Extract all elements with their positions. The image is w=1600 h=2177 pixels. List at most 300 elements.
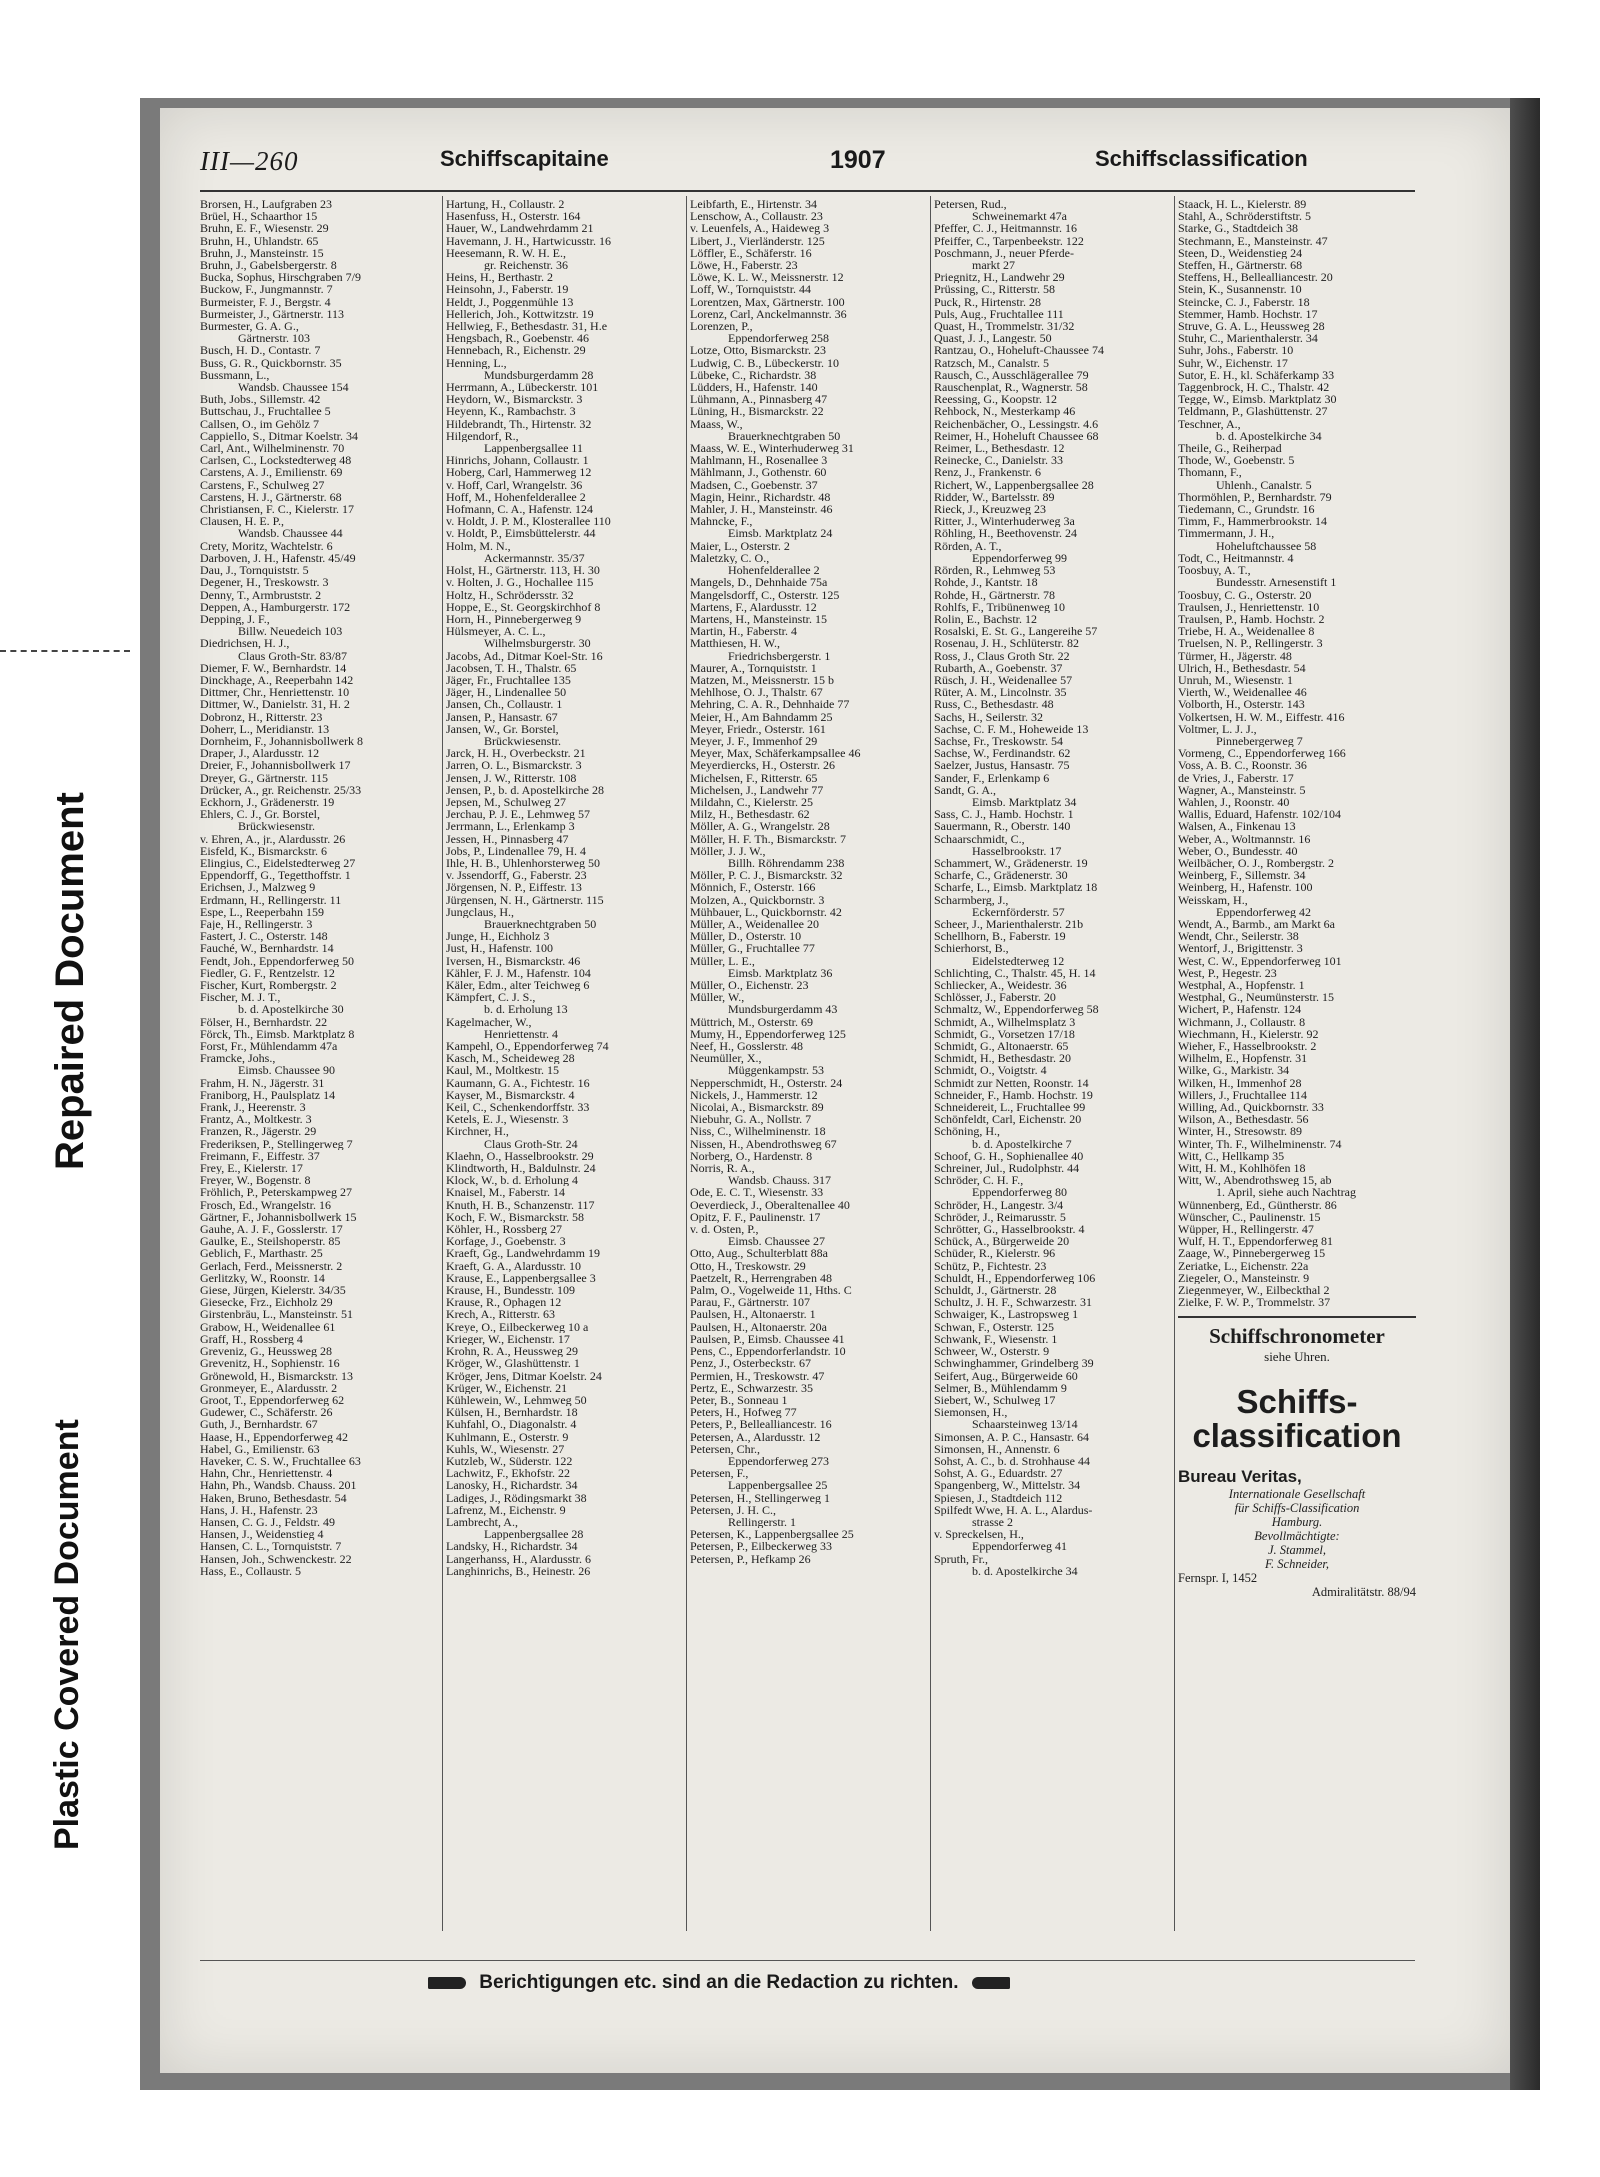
directory-entry: Sachse, W., Ferdinandstr. 62 (934, 747, 1071, 760)
directory-entry: Puls, Aug., Fruchtallee 111 (934, 307, 1064, 321)
directory-entry: Lambrecht, A., (446, 1515, 518, 1529)
directory-entry: Eppendorferweg 258 (728, 332, 829, 345)
directory-entry: Fauché, W., Bernhardstr. 14 (200, 942, 334, 955)
directory-entry: Eppendorff, G., Tegetthoffstr. 1 (200, 869, 351, 882)
directory-entry: Lotze, Otto, Bismarckstr. 23 (690, 344, 826, 357)
directory-entry: Staack, H. L., Kielerstr. 89 (1178, 198, 1307, 211)
directory-entry: Bucka, Sophus, Hirschgraben 7/9 (200, 271, 361, 284)
directory-entry: Weber, A., Woltmannstr. 16 (1178, 832, 1311, 845)
directory-entry: Siebert, W., Schulweg 17 (934, 1393, 1056, 1407)
directory-entry: Michelsen, F., Ritterstr. 65 (690, 771, 818, 784)
directory-entry: Reichenbächer, O., Lessingstr. 4.6 (934, 417, 1099, 430)
directory-entry: Loff, W., Tornquiststr. 44 (690, 283, 812, 296)
directory-entry: Eppendorferweg 273 (728, 1454, 829, 1468)
directory-entry: Saelzer, Justus, Hansastr. 75 (934, 759, 1070, 772)
directory-entry: Klaehn, O., Hasselbrookstr. 29 (446, 1149, 594, 1163)
directory-entry: Depping, J. F., (200, 612, 270, 626)
directory-entry: strasse 2 (972, 1515, 1013, 1529)
directory-entry: Parau, F., Gärtnerstr. 107 (690, 1296, 811, 1309)
directory-entry: Giese, Jürgen, Kielerstr. 34/35 (200, 1284, 346, 1297)
directory-entry: Jobs, P., Lindenallee 79, H. 4 (446, 844, 586, 857)
directory-entry: Meier, H., Am Bahndamm 25 (690, 710, 833, 723)
directory-entry: Hoberg, Carl, Hammerweg 12 (446, 466, 592, 479)
directory-entry: Rohde, J., Kantstr. 18 (934, 576, 1038, 589)
directory-entry: v. Hoff, Carl, Wrangelstr. 36 (446, 478, 583, 491)
directory-entry: Rohde, H., Gärtnerstr. 78 (934, 588, 1055, 601)
directory-entry: Taggenbrock, H. C., Thalstr. 42 (1178, 381, 1330, 394)
directory-entry: Drücker, A., gr. Reichenstr. 25/33 (200, 783, 362, 796)
directory-entry: Löwe, K. L. W., Meissnerstr. 12 (690, 271, 844, 284)
directory-entry: Forst, Fr., Mühlendamm 47a (200, 1040, 338, 1053)
directory-entry: Krech, A., Ritterstr. 63 (446, 1308, 555, 1321)
directory-entry: Buth, Jobs., Sillemstr. 42 (200, 393, 321, 406)
directory-entry: Holst, H., Gärtnerstr. 113, H. 30 (446, 564, 600, 577)
directory-entry: Callsen, O., im Gehölz 7 (200, 417, 319, 430)
chronometer-heading: Schiffschronometer (1178, 1316, 1416, 1349)
directory-entry: Müller, D., Osterstr. 10 (690, 930, 802, 943)
directory-entry: Christiansen, F. C., Kielerstr. 17 (200, 503, 355, 516)
directory-entry: Ackermannstr. 35/37 (484, 551, 585, 565)
directory-entry: Billw. Neuedeich 103 (238, 625, 343, 638)
directory-entry: Dornheim, F., Johannisbollwerk 8 (200, 734, 364, 748)
directory-entry: Palm, O., Vogelweide 11, Hths. C (690, 1284, 852, 1297)
directory-entry: Külsen, H., Bernhardstr. 18 (446, 1406, 578, 1419)
directory-entry: Wilken, H., Immenhof 28 (1178, 1076, 1302, 1089)
directory-entry: Gaulke, E., Steilshoperstr. 85 (200, 1235, 341, 1248)
directory-entry: Schliecker, A., Weidestr. 36 (934, 979, 1067, 992)
directory-column-4 (934, 198, 1170, 1918)
directory-column-1 (200, 198, 438, 1918)
column-divider (442, 196, 443, 1931)
directory-entry: Schmidt, O., Voigtstr. 4 (934, 1064, 1047, 1077)
directory-entry: Habel, G., Emilienstr. 63 (200, 1442, 320, 1455)
directory-entry: Sass, C. J., Hamb. Hochstr. 1 (934, 808, 1074, 821)
directory-entry: Stemmer, Hamb. Hochstr. 17 (1178, 307, 1318, 321)
directory-entry: West, C. W., Eppendorferweg 101 (1178, 954, 1342, 967)
directory-entry: Schöning, H., (934, 1125, 1000, 1138)
directory-entry: Bruhn, J., Gabelsbergerstr. 8 (200, 259, 337, 272)
directory-entry: Ziegeler, O., Mansteinstr. 9 (1178, 1271, 1310, 1285)
directory-entry: Richert, W., Lappenbergsallee 28 (934, 478, 1094, 491)
directory-entry: Jürgensen, N. H., Gärtnerstr. 115 (446, 893, 604, 906)
directory-entry: Grönewold, H., Bismarckstr. 13 (200, 1369, 353, 1382)
directory-entry: Heyenn, K., Rambachstr. 3 (446, 405, 576, 418)
directory-entry: Kuhls, W., Wiesenstr. 27 (446, 1442, 565, 1455)
directory-entry: Wilson, A., Bethesdastr. 56 (1178, 1113, 1309, 1126)
directory-entry: Selmer, B., Mühlendamm 9 (934, 1381, 1067, 1394)
section-title-left: Schiffscapitaine (440, 146, 609, 171)
label-repaired-document: Repaired Document (48, 792, 92, 1170)
directory-entry: Dobronz, H., Ritterstr. 23 (200, 710, 323, 723)
directory-entry: Ludwig, C. B., Lübeckerstr. 10 (690, 356, 839, 369)
directory-entry: Wilhelm, E., Hopfenstr. 31 (1178, 1052, 1308, 1065)
directory-entry: Frey, E., Kielerstr. 17 (200, 1162, 303, 1175)
directory-entry: Suhr, Johs., Faberstr. 10 (1178, 344, 1294, 357)
directory-entry: Eimsb. Marktplatz 36 (728, 966, 833, 979)
directory-entry: Frahm, H. N., Jägerstr. 31 (200, 1076, 325, 1089)
label-plastic-covered-document: Plastic Covered Document (48, 1419, 86, 1850)
directory-entry: Bruhn, H., Uhlandstr. 65 (200, 234, 319, 247)
directory-entry: Krause, H., Bundesstr. 109 (446, 1284, 575, 1297)
directory-entry: Tiedemann, C., Grundstr. 16 (1178, 503, 1315, 516)
directory-entry: Petersen, J. H. C., (690, 1503, 776, 1516)
directory-entry: Rörden, R., Lehmweg 53 (934, 564, 1056, 577)
directory-entry: Junge, H., Eichholz 3 (446, 930, 550, 943)
directory-entry: Ode, E. C. T., Wiesenstr. 33 (690, 1186, 824, 1199)
directory-entry: Ehlers, C. J., Gr. Borstel, (200, 808, 320, 821)
directory-entry: Rieck, J., Kreuzweg 23 (934, 503, 1046, 516)
directory-entry: Petersen, A., Alardusstr. 12 (690, 1430, 821, 1443)
directory-entry: Steen, D., Weidenstieg 24 (1178, 246, 1303, 260)
directory-entry: Traulsen, P., Hamb. Hochstr. 2 (1178, 612, 1325, 626)
directory-entry: Röhling, H., Beethovenstr. 24 (934, 527, 1077, 540)
directory-entry: Müttrich, M., Osterstr. 69 (690, 1015, 813, 1028)
directory-entry: Wandsb. Chaussee 154 (238, 381, 349, 394)
directory-entry: Maass, W. E., Winterhuderweg 31 (690, 442, 854, 455)
directory-entry: Haveker, C. S. W., Fruchtallee 63 (200, 1454, 361, 1468)
directory-entry: v. Leuenfels, A., Haideweg 3 (690, 222, 830, 235)
directory-entry: Gauhe, A. J. F., Gosslerstr. 17 (200, 1223, 343, 1236)
pointing-hand-icon (972, 1977, 1010, 1989)
directory-entry: markt 27 (972, 259, 1015, 272)
directory-entry: Draper, J., Alardusstr. 12 (200, 747, 320, 760)
directory-entry: Zaage, W., Pinnebergerweg 15 (1178, 1247, 1326, 1260)
directory-entry: Petersen, P., Hefkamp 26 (690, 1552, 811, 1565)
directory-entry: Mundsburgerdamm 43 (728, 1003, 838, 1016)
directory-entry: Schröder, C. H. F., (934, 1174, 1024, 1187)
directory-entry: Ladiges, J., Rödingsmarkt 38 (446, 1491, 587, 1504)
directory-entry: Willers, J., Fruchtallee 114 (1178, 1088, 1308, 1102)
directory-entry: Wiechmann, H., Kielerstr. 92 (1178, 1027, 1319, 1041)
directory-entry: Jansen, P., Hansastr. 67 (446, 710, 558, 723)
directory-entry: Ulrich, H., Bethesdastr. 54 (1178, 661, 1306, 674)
directory-entry: Schwan, F., Osterstr. 125 (934, 1320, 1055, 1333)
directory-entry: Steincke, C. J., Faberstr. 18 (1178, 295, 1310, 308)
directory-entry: Darboven, J. H., Hafenstr. 45/49 (200, 551, 356, 565)
directory-entry: Schuldt, J., Gärtnerstr. 28 (934, 1284, 1057, 1297)
directory-entry: Schröder, J., Reimarusstr. 5 (934, 1210, 1066, 1224)
directory-entry: Lorenz, Carl, Anckelmannstr. 36 (690, 307, 847, 321)
directory-entry: Unruh, M., Wiesenstr. 1 (1178, 673, 1293, 687)
directory-entry: Brüel, H., Schaarthor 15 (200, 210, 318, 223)
directory-entry: Eimsb. Marktplatz 34 (972, 795, 1077, 809)
directory-entry: Pfeffer, C. J., Heitmannstr. 16 (934, 222, 1077, 235)
directory-entry: Crety, Moritz, Wachtelstr. 6 (200, 539, 333, 552)
directory-entry: Freyer, W., Bogenstr. 8 (200, 1174, 311, 1187)
directory-entry: Sachse, C. F. M., Hoheweide 13 (934, 722, 1089, 735)
directory-entry: Wandsb. Chaussee 44 (238, 527, 343, 540)
directory-entry: Krohn, R. A., Heussweg 29 (446, 1345, 578, 1358)
directory-entry: Rausch, C., Ausschlägerallee 79 (934, 368, 1089, 382)
directory-entry: Schellhorn, B., Faberstr. 19 (934, 930, 1066, 943)
directory-entry: Brückwiesenstr. (484, 734, 561, 748)
bureau-phone: Fernspr. I, 1452 (1178, 1571, 1258, 1586)
directory-entry: Schammert, W., Grädenerstr. 19 (934, 856, 1088, 870)
directory-entry: Schück, A., Bürgerweide 20 (934, 1235, 1070, 1248)
directory-entry: Frank, J., Heerenstr. 3 (200, 1101, 306, 1114)
directory-entry: Fischer, M. J. T., (200, 991, 281, 1004)
directory-entry: Denny, T., Armbruststr. 2 (200, 588, 322, 601)
directory-entry: Carl, Ant., Wilhelminenstr. 70 (200, 442, 345, 455)
directory-entry: Greveniz, G., Heussweg 28 (200, 1345, 332, 1358)
directory-entry: Korfage, J., Goebenstr. 3 (446, 1235, 566, 1248)
directory-entry: Nepperschmidt, H., Osterstr. 24 (690, 1076, 843, 1089)
directory-entry: Schütz, P., Fichtestr. 23 (934, 1259, 1047, 1272)
directory-entry: Havemann, J. H., Hartwicusstr. 16 (446, 234, 611, 247)
directory-entry: Pinnebergerweg 7 (1216, 734, 1303, 748)
directory-entry: Gronmeyer, E., Alardusstr. 2 (200, 1381, 338, 1394)
directory-entry: Lüdders, H., Hafenstr. 140 (690, 381, 818, 394)
directory-entry: Petersen, H., Stellingerweg 1 (690, 1491, 830, 1504)
directory-entry: Schaarsteinweg 13/14 (972, 1418, 1078, 1431)
directory-entry: Struve, G. A. L., Heussweg 28 (1178, 320, 1325, 333)
directory-entry: Dittmer, Chr., Henriettenstr. 10 (200, 686, 350, 699)
directory-entry: Kutzleb, W., Süderstr. 122 (446, 1454, 573, 1468)
directory-entry: Schröder, H., Langestr. 3/4 (934, 1198, 1064, 1211)
directory-entry: Mehring, C. A. R., Dehnhaide 77 (690, 698, 850, 711)
directory-entry: Todt, C., Heitmannstr. 4 (1178, 551, 1294, 565)
directory-entry: Eidelstedterweg 12 (972, 954, 1065, 967)
directory-entry: Lafrenz, M., Eichenstr. 9 (446, 1503, 566, 1516)
directory-entry: Türmer, H., Jägerstr. 48 (1178, 649, 1292, 662)
directory-entry: Faje, H., Rellingerstr. 3 (200, 917, 313, 931)
directory-entry: Spangenberg, W., Mittelstr. 34 (934, 1479, 1081, 1492)
directory-entry: Meyerdiercks, H., Osterstr. 26 (690, 759, 835, 772)
bureau-veritas-details (1178, 1487, 1416, 1571)
directory-entry: Horn, H., Pinnebergerweg 9 (446, 612, 582, 626)
directory-entry: Hoff, M., Hohenfelderallee 2 (446, 490, 586, 504)
directory-entry: Spilfedt Wwe, H. A. L., Alardus- (934, 1503, 1093, 1516)
directory-entry: Grevenitz, H., Sophienstr. 16 (200, 1357, 340, 1370)
directory-entry: Hasselbrookstr. 17 (972, 844, 1062, 857)
directory-entry: Kämpfert, C. J. S., (446, 991, 536, 1004)
directory-entry: Petersen, P., Eilbeckerweg 33 (690, 1540, 832, 1553)
directory-entry: Müggenkampstr. 53 (728, 1064, 824, 1077)
directory-entry: Wichmann, J., Collaustr. 8 (1178, 1015, 1306, 1028)
directory-entry: Molzen, A., Quickbornstr. 3 (690, 893, 825, 906)
directory-entry: Erichsen, J., Malzweg 9 (200, 881, 316, 894)
directory-entry: Rehbock, N., Mesterkamp 46 (934, 405, 1076, 418)
directory-entry: Lühmann, A., Pinnasberg 47 (690, 393, 828, 406)
directory-entry: Westphal, A., Hopfenstr. 1 (1178, 979, 1305, 992)
directory-entry: Eckernförderstr. 57 (972, 905, 1065, 918)
directory-entry: Lappenbergsallee 11 (484, 442, 583, 455)
directory-entry: Fiedler, G. F., Rentzelstr. 12 (200, 966, 335, 979)
directory-entry: Schlichting, C., Thalstr. 45, H. 14 (934, 966, 1096, 979)
directory-entry: Jansen, W., Gr. Borstel, (446, 722, 559, 735)
directory-entry: Matzen, M., Meissnerstr. 15 b (690, 673, 834, 687)
directory-entry: Petersen, Rud., (934, 198, 1007, 211)
directory-entry: Lorentzen, Max, Gärtnerstr. 100 (690, 295, 845, 308)
directory-entry: Heydorn, W., Bismarckstr. 3 (446, 393, 583, 406)
directory-entry: Hasenfuss, H., Osterstr. 164 (446, 210, 581, 223)
directory-entry: Mangelsdorff, C., Osterstr. 125 (690, 588, 840, 601)
column-divider (686, 196, 687, 1931)
directory-entry: Graff, H., Rossberg 4 (200, 1332, 303, 1346)
directory-entry: Hansen, Joh., Schwenckestr. 22 (200, 1552, 352, 1565)
directory-entry: Ritter, J., Winterhuderweg 3a (934, 515, 1075, 528)
directory-entry: Nickels, J., Hammerstr. 12 (690, 1088, 818, 1102)
directory-entry: Hülsmeyer, A. C. L., (446, 625, 546, 638)
directory-entry: Theile, G., Reiherpad (1178, 442, 1282, 455)
directory-entry: Mehlhose, O. J., Thalstr. 67 (690, 686, 823, 699)
directory-entry: Sohst, A. C., b. d. Strohhause 44 (934, 1454, 1091, 1468)
directory-entry: Jäger, Fr., Fruchtallee 135 (446, 673, 571, 687)
directory-entry: Müller, A., Weidenallee 20 (690, 917, 819, 931)
directory-entry: Kaul, M., Moltkestr. 15 (446, 1064, 559, 1077)
directory-entry: Winter, Th. F., Wilhelminenstr. 74 (1178, 1137, 1342, 1150)
directory-entry: Mühbauer, L., Quickbornstr. 42 (690, 905, 842, 918)
directory-entry: Quast, H., Trommelstr. 31/32 (934, 320, 1075, 333)
directory-entry: Gudewer, C., Schäferstr. 26 (200, 1406, 333, 1419)
directory-entry: Lappenbergsallee 25 (728, 1479, 828, 1492)
directory-entry: Toosbuy, A. T., (1178, 564, 1251, 577)
directory-entry: Schlösser, J., Faberstr. 20 (934, 991, 1056, 1004)
directory-entry: Wilke, G., Markistr. 34 (1178, 1064, 1290, 1077)
directory-entry: Meyer, Friedr., Osterstr. 161 (690, 722, 826, 735)
directory-entry: Käler, Edm., alter Teichweg 6 (446, 979, 590, 992)
directory-entry: b. d. Apostelkirche 30 (238, 1003, 344, 1016)
dashed-divider (0, 650, 130, 652)
directory-entry: Penz, J., Osterbeckstr. 67 (690, 1357, 811, 1370)
directory-entry: Müller, W., (690, 991, 745, 1004)
directory-entry: Steffens, H., Bellealliancestr. 20 (1178, 271, 1333, 284)
directory-entry: Teldmann, P., Glashüttenstr. 27 (1178, 405, 1328, 418)
directory-entry: Stuhr, C., Marienthalerstr. 34 (1178, 332, 1318, 345)
directory-entry: Eimsb. Chaussee 27 (728, 1235, 825, 1248)
directory-entry: Guth, J., Bernhardstr. 67 (200, 1418, 318, 1431)
directory-entry: Mahler, J. H., Mansteinstr. 46 (690, 503, 833, 516)
directory-entry: Maier, L., Osterstr. 2 (690, 539, 790, 552)
directory-entry: Truelsen, N. P., Rellingerstr. 3 (1178, 637, 1323, 650)
directory-entry: Walsen, A., Finkenau 13 (1178, 820, 1296, 833)
directory-entry: Dreyer, G., Gärtnerstr. 115 (200, 771, 329, 784)
directory-entry: v. Jssendorff, G., Faberstr. 23 (446, 869, 587, 882)
directory-column-3 (690, 198, 926, 1918)
directory-entry: Heins, H., Berthastr. 2 (446, 271, 553, 284)
directory-entry: Schmidt, G., Vorsetzen 17/18 (934, 1027, 1075, 1041)
directory-entry: Wendt, Chr., Seilerstr. 38 (1178, 930, 1299, 943)
directory-entry: Mahlmann, H., Rosenallee 3 (690, 454, 828, 467)
directory-entry: Diedrichsen, H. J., (200, 637, 290, 650)
chronometer-note: siehe Uhren. (1264, 1349, 1330, 1365)
directory-entry: v. Holdt, J. P. M., Klosterallee 110 (446, 515, 611, 528)
directory-entry: Paetzelt, R., Herrengraben 48 (690, 1271, 832, 1285)
directory-entry: Vierth, W., Weidenallee 46 (1178, 686, 1307, 699)
directory-entry: Thormöhlen, P., Bernhardstr. 79 (1178, 490, 1332, 504)
directory-entry: Peters, P., Bellealliancestr. 16 (690, 1418, 832, 1431)
directory-entry: Haase, H., Eppendorferweg 42 (200, 1430, 348, 1443)
directory-entry: Eimsb. Marktplatz 24 (728, 527, 833, 540)
section-title-right: Schiffsclassification (1095, 146, 1308, 171)
directory-entry: Schmaltz, W., Eppendorferweg 58 (934, 1003, 1099, 1016)
directory-entry: Schmidt, H., Bethesdastr. 20 (934, 1052, 1071, 1065)
directory-entry: Sachs, H., Seilerstr. 32 (934, 710, 1043, 723)
directory-entry: Ross, J., Claus Groth Str. 22 (934, 649, 1070, 662)
directory-entry: Carstens, F., Schulweg 27 (200, 478, 325, 491)
directory-entry: Steffen, H., Gärtnerstr. 68 (1178, 259, 1303, 272)
directory-entry: Ziegenmeyer, W., Eilbeckthal 2 (1178, 1284, 1330, 1297)
directory-entry: Klock, W., b. d. Erholung 4 (446, 1174, 578, 1187)
footer-notice (420, 1972, 1018, 1994)
directory-entry: b. d. Apostelkirche 34 (1216, 429, 1322, 443)
directory-entry: Bussmann, L., (200, 368, 270, 382)
directory-entry: Kirchner, H., (446, 1125, 509, 1138)
directory-entry: Buttschau, J., Fruchtallee 5 (200, 405, 331, 418)
directory-entry: Wandsb. Chauss. 317 (728, 1174, 832, 1187)
directory-entry: Spruth, Fr., (934, 1552, 989, 1565)
directory-entry: Mahncke, F., (690, 515, 753, 528)
directory-entry: Jessen, H., Pinnasberg 47 (446, 832, 569, 845)
directory-entry: Geblich, F., Marthastr. 25 (200, 1247, 323, 1260)
directory-entry: Rellingerstr. 1 (728, 1515, 796, 1529)
directory-entry: Michelsen, J., Landwehr 77 (690, 783, 824, 796)
directory-entry: Uhlenh., Canalstr. 5 (1216, 478, 1312, 491)
page-number: III—260 (200, 146, 299, 176)
directory-entry: Mundsburgerdamm 28 (484, 368, 594, 382)
pointing-hand-icon (428, 1977, 466, 1989)
directory-entry: Jacobs, Ad., Ditmar Koel-Str. 16 (446, 649, 603, 662)
directory-entry: Schweinemarkt 47a (972, 210, 1067, 223)
directory-entry: Schwank, F., Wiesenstr. 1 (934, 1332, 1058, 1346)
directory-entry: Hilgendorf, R., (446, 429, 519, 443)
directory-entry: Pertz, E., Schwarzestr. 35 (690, 1381, 813, 1394)
directory-entry: v. Holten, J. G., Hochallee 115 (446, 576, 594, 589)
directory-entry: Hellerich, Joh., Kottwitzstr. 19 (446, 307, 594, 321)
directory-entry: Volborth, H., Osterstr. 143 (1178, 698, 1305, 711)
directory-entry: Zeriatke, L., Eichenstr. 22a (1178, 1259, 1309, 1272)
directory-entry: Meyer, Max, Schäferkampsallee 46 (690, 747, 861, 760)
directory-entry: Pens, C., Eppendorferlandstr. 10 (690, 1345, 846, 1358)
directory-entry: Jarck, H. H., Overbeckstr. 21 (446, 747, 586, 760)
directory-entry: Quast, J. J., Langestr. 50 (934, 332, 1052, 345)
directory-entry: Deppen, A., Hamburgerstr. 172 (200, 600, 351, 613)
directory-entry: Jarren, O. L., Bismarckstr. 3 (446, 759, 582, 772)
directory-entry: Voltmer, L. J. J., (1178, 722, 1257, 735)
directory-entry: Rüter, A. M., Lincolnstr. 35 (934, 686, 1067, 699)
directory-entry: Schultz, J. H. F., Schwarzestr. 31 (934, 1296, 1093, 1309)
directory-entry: Krieger, W., Eichenstr. 17 (446, 1332, 570, 1346)
directory-entry: Jepsen, M., Schulweg 27 (446, 795, 566, 809)
directory-entry: Rüsch, J. H., Weidenallee 57 (934, 673, 1073, 687)
directory-entry: Koch, F. W., Bismarckstr. 58 (446, 1210, 585, 1224)
directory-entry: Sandt, G. A., (934, 783, 997, 796)
directory-entry: Poschmann, J., neuer Pferde- (934, 246, 1074, 260)
directory-entry: Buckow, F., Jungmannstr. 7 (200, 283, 333, 296)
column-divider (930, 196, 931, 1931)
directory-entry: Gärtner, F., Johannisbollwerk 15 (200, 1210, 357, 1224)
directory-entry: Mangels, D., Dehnhaide 75a (690, 576, 828, 589)
directory-entry: Holtz, H., Schrödersstr. 32 (446, 588, 574, 601)
directory-entry: Fröhlich, P., Peterskampweg 27 (200, 1186, 352, 1199)
directory-entry: Eppendorferweg 80 (972, 1186, 1067, 1199)
directory-entry: Hinrichs, Johann, Collaustr. 1 (446, 454, 589, 467)
directory-entry: Schierhorst, B., (934, 942, 1009, 955)
directory-entry: Oeverdieck, J., Oberaltenallee 40 (690, 1198, 850, 1211)
directory-entry: Martin, H., Faberstr. 4 (690, 625, 797, 638)
year-title: 1907 (830, 146, 886, 174)
directory-entry: Lappenbergsallee 28 (484, 1528, 584, 1541)
directory-entry: Ridder, W., Bartelsstr. 89 (934, 490, 1055, 504)
directory-entry: Heinsohn, J., Faberstr. 19 (446, 283, 569, 296)
directory-column-2 (446, 198, 682, 1918)
directory-entry: Dinckhage, A., Reeperbahn 142 (200, 673, 354, 687)
directory-entry: Kraeft, Gg., Landwehrdamm 19 (446, 1247, 600, 1260)
directory-entry: Hildebrandt, Th., Hirtenstr. 32 (446, 417, 592, 430)
directory-entry: Frosch, Ed., Wrangelstr. 16 (200, 1198, 331, 1211)
directory-entry: Lenschow, A., Collaustr. 23 (690, 210, 823, 223)
directory-entry: Willing, Ad., Quickbornstr. 33 (1178, 1101, 1324, 1114)
